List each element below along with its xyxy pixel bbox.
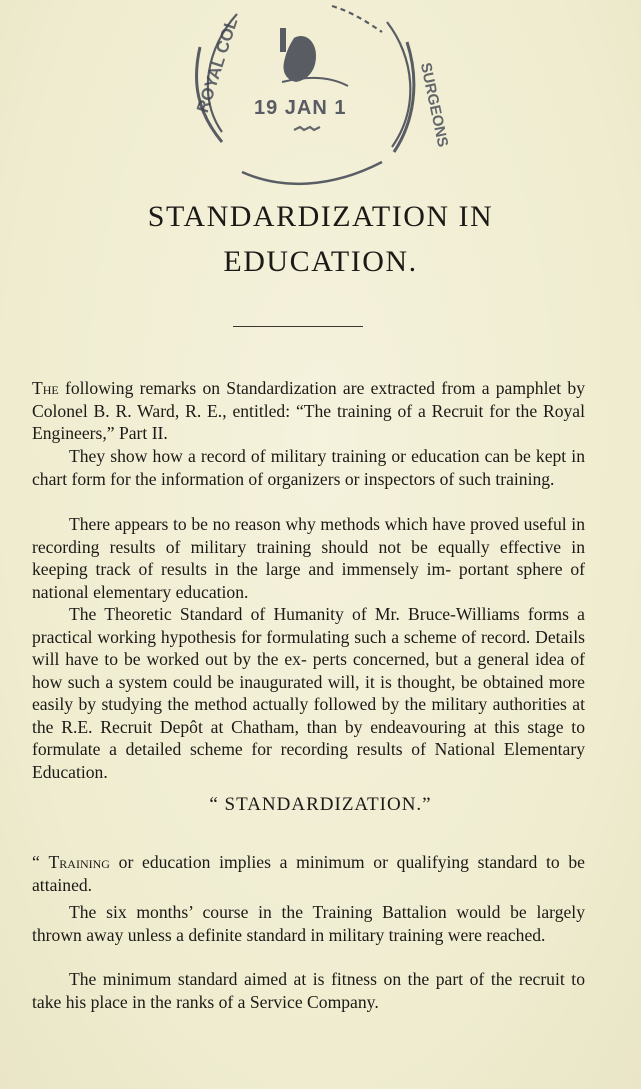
paragraph-text: following remarks on Standardization are extracted from a pamphlet by Colonel B. R. Ward, R. E., entitled: “The training of a Recruit for the Royal Engineers,” Part II. [32, 378, 585, 443]
paragraph: There appears to be no reason why methods which have proved useful in recording results of military training should not be equally effective in keeping track of results in the large and immensely im- portant sphere of national elementary education. [32, 514, 585, 602]
crest-icon [280, 28, 348, 86]
page-title-line-2: EDUCATION. [223, 245, 418, 278]
section-subheading: “ STANDARDIZATION.” [209, 794, 432, 815]
stamp-date: 19 JAN 1 [254, 97, 347, 119]
page-title-line-1: STANDARDIZATION IN [147, 200, 494, 233]
quoted-paragraph [32, 851, 585, 896]
paragraph: The Theoretic Standard of Humanity of Mr. Bruce-Williams forms a practical working hypothesis for formulating such a scheme of record. Details will have to be worked out by the ex- perts concerned, but a general idea of how such a system could be inaugurated will, it is thought, be obtained more easily by studying the method actually followed by the military authorities at the R.E. Recruit Depôt at Chatham, than by endeavouring at this stage to formulate a detailed scheme for recording results of National Elementary Education. [32, 604, 585, 782]
open-quote: “ [32, 852, 49, 872]
paragraph-intro [32, 377, 585, 445]
paragraph-text: or education implies a minimum or qualifying standard to be attained. [32, 852, 585, 895]
stamp-legend-left: ROYAL COL [193, 15, 242, 116]
paragraph-lead: The [32, 378, 59, 398]
library-stamp [182, 2, 452, 186]
divider [233, 326, 363, 327]
paragraph-lead: Training [48, 852, 110, 872]
paragraph: They show how a record of military training or education can be kept in chart form for the information of organizers or inspectors of such training. [32, 446, 585, 489]
stamp-legend-right: SURGEONS [416, 61, 452, 149]
quoted-paragraph: The six months’ course in the Training Battalion would be largely thrown away unless a definite standard in military training were reached. [32, 902, 585, 945]
quoted-paragraph: The minimum standard aimed at is fitness on the part of the recruit to take his place in the ranks of a Service Company. [32, 969, 585, 1012]
